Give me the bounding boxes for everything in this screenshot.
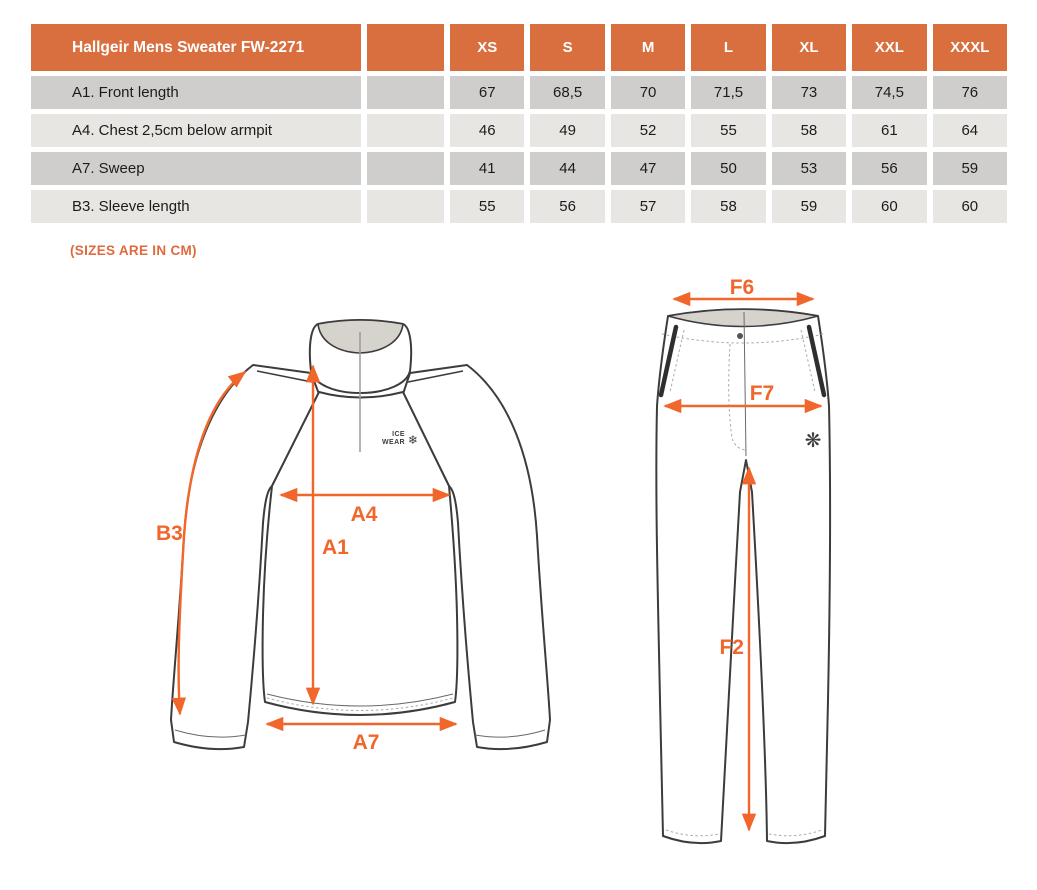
- snowflake-icon: ❋: [804, 428, 822, 452]
- size-col-header-xl: XL: [772, 24, 846, 71]
- size-value: 73: [772, 76, 846, 109]
- size-value: 44: [530, 152, 604, 185]
- size-value: 68,5: [530, 76, 604, 109]
- pants-label-f7: F7: [749, 382, 775, 405]
- size-col-header-m: M: [611, 24, 685, 71]
- sweater-label-a1: A1: [322, 536, 349, 559]
- logo-text-wear: WEAR: [382, 439, 405, 446]
- size-value: 60: [933, 190, 1007, 223]
- sweater-measurement-diagram: [156, 320, 550, 754]
- size-value: 74,5: [852, 76, 926, 109]
- table-header-spacer: [367, 24, 444, 71]
- size-value: 53: [772, 152, 846, 185]
- size-value: 46: [450, 114, 524, 147]
- sizes-unit-note: (SIZES ARE IN CM): [70, 243, 197, 258]
- row-spacer: [367, 114, 444, 147]
- size-value: 55: [691, 114, 765, 147]
- size-value: 64: [933, 114, 1007, 147]
- table-title: Hallgeir Mens Sweater FW-2271: [31, 24, 361, 71]
- size-value: 58: [772, 114, 846, 147]
- size-value: 50: [691, 152, 765, 185]
- sweater-label-b3: B3: [156, 522, 183, 545]
- size-value: 49: [530, 114, 604, 147]
- size-value: 76: [933, 76, 1007, 109]
- row-label-front-length: A1. Front length: [31, 76, 361, 109]
- size-col-header-xs: XS: [450, 24, 524, 71]
- size-value: 67: [450, 76, 524, 109]
- row-spacer: [367, 190, 444, 223]
- size-value: 55: [450, 190, 524, 223]
- size-col-header-s: S: [530, 24, 604, 71]
- sweater-label-a7: A7: [352, 731, 380, 754]
- size-value: 57: [611, 190, 685, 223]
- size-value: 41: [450, 152, 524, 185]
- row-label-chest: A4. Chest 2,5cm below armpit: [31, 114, 361, 147]
- pants-outline: [656, 309, 830, 843]
- pants-button: [737, 333, 743, 339]
- size-col-header-xxxl: XXXL: [933, 24, 1007, 71]
- pants-label-f2: F2: [719, 636, 744, 659]
- size-table: [31, 24, 1007, 223]
- size-value: 61: [852, 114, 926, 147]
- size-value: 59: [933, 152, 1007, 185]
- size-value: 56: [852, 152, 926, 185]
- pants-label-f6: F6: [729, 276, 755, 299]
- size-value: 71,5: [691, 76, 765, 109]
- size-col-header-l: L: [691, 24, 765, 71]
- sweater-label-a4: A4: [350, 503, 378, 526]
- row-label-sleeve-length: B3. Sleeve length: [31, 190, 361, 223]
- measurement-diagrams: [0, 270, 1037, 890]
- size-value: 59: [772, 190, 846, 223]
- size-value: 47: [611, 152, 685, 185]
- row-spacer: [367, 152, 444, 185]
- size-value: 70: [611, 76, 685, 109]
- logo-text-ice: ICE: [392, 431, 405, 438]
- size-value: 58: [691, 190, 765, 223]
- snowflake-icon: ❄: [408, 433, 419, 447]
- pants-measurement-diagram: [656, 276, 830, 843]
- size-value: 56: [530, 190, 604, 223]
- row-spacer: [367, 76, 444, 109]
- size-col-header-xxl: XXL: [852, 24, 926, 71]
- size-value: 52: [611, 114, 685, 147]
- size-value: 60: [852, 190, 926, 223]
- row-label-sweep: A7. Sweep: [31, 152, 361, 185]
